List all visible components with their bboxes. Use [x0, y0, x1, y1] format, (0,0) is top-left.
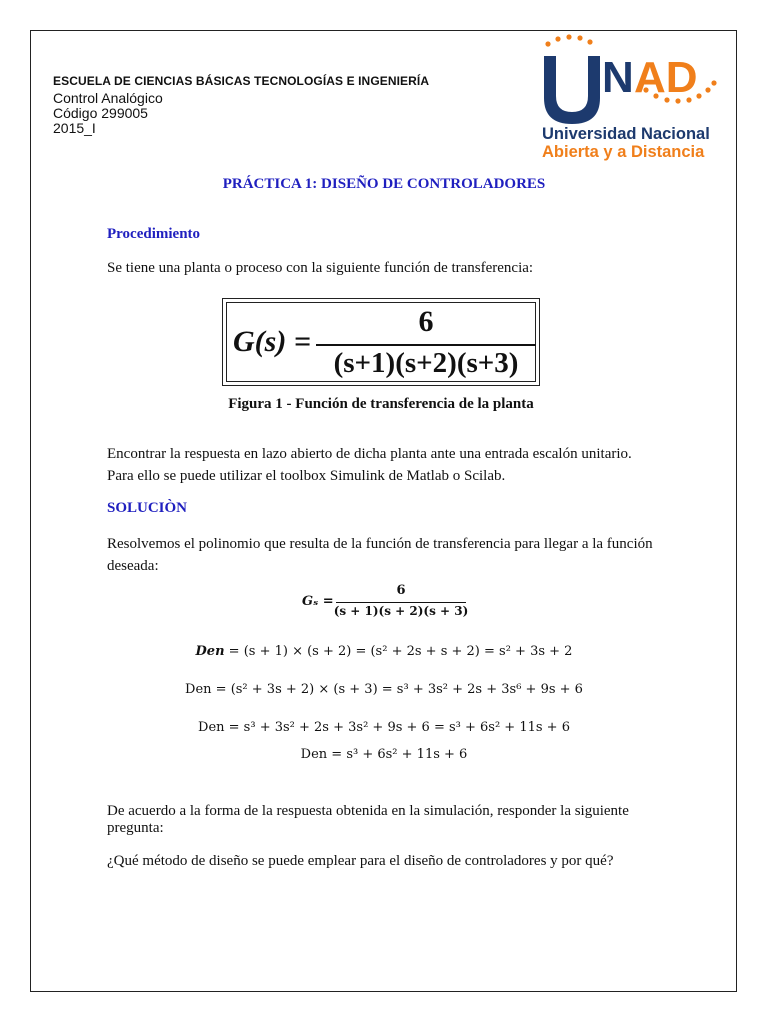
transfer-function-numerator: 6: [418, 305, 434, 338]
den-equation-3: Den = s³ + 3s² + 2s + 3s² + 9s + 6 = s³ + 6s² + 11s + 6: [198, 720, 570, 735]
academic-period: 2015_I: [53, 120, 96, 136]
closing-instruction: De acuerdo a la forma de la respuesta obtenida en la simulación, responder la siguiente pregunta:: [107, 803, 629, 836]
course-code: Código 299005: [53, 105, 148, 121]
gs-fraction-numerator: 6: [396, 583, 406, 598]
den-equation-1: [0, 644, 768, 659]
logo-line-abierta: Abierta y a Distancia: [542, 143, 705, 161]
transfer-function-inner-border: [226, 302, 536, 382]
transfer-function-lhs: G(s) =: [233, 325, 311, 358]
unad-logo: [538, 34, 718, 164]
gs-fraction-bar: [336, 602, 466, 603]
logo-wordmark-ad: AD: [634, 53, 698, 102]
solution-intro: Resolvemos el polinomio que resulta de la función de transferencia para llegar a la función deseada:: [107, 536, 653, 574]
logo-wordmark-n: N: [602, 53, 634, 102]
school-name: ESCUELA DE CIENCIAS BÁSICAS TECNOLOGÍAS E INGENIERÍA: [53, 74, 430, 88]
den-equation-4: Den = s³ + 6s² + 11s + 6: [300, 747, 468, 762]
logo-line-universidad: Universidad Nacional: [542, 125, 710, 143]
gs-fraction: [300, 583, 470, 623]
gs-fraction-lhs: Gₛ =: [302, 594, 334, 609]
den-equation-2: Den = (s² + 3s + 2) × (s + 3) = s³ + 3s² + 2s + 3s⁶ + 9s + 6: [185, 682, 583, 697]
closing-question: ¿Qué método de diseño se puede emplear para el diseño de controladores y por qué?: [107, 853, 614, 869]
fraction-bar: [316, 344, 536, 346]
procedure-heading: Procedimiento: [107, 226, 201, 242]
transfer-function-denominator: (s+1)(s+2)(s+3): [333, 347, 519, 379]
den-label-bold: Den: [195, 644, 225, 659]
unad-logo-mark: [538, 34, 718, 126]
transfer-function-box: [222, 298, 540, 386]
figure-caption: Figura 1 - Función de transferencia de la planta: [228, 396, 534, 412]
procedure-task: Encontrar la respuesta en lazo abierto de dicha planta ante una entrada escalón unitario. Para ello se puede utilizar el toolbox Simulink de Matlab o Scilab.: [107, 446, 632, 484]
course-name: Control Analógico: [53, 90, 163, 106]
practice-title: PRÁCTICA 1: DISEÑO DE CONTROLADORES: [222, 176, 546, 192]
gs-fraction-denominator: (s + 1)(s + 2)(s + 3): [333, 604, 469, 618]
solution-heading: SOLUCIÒN: [107, 500, 188, 516]
den-equation-1-rhs: = (s + 1) × (s + 2) = (s² + 2s + s + 2) = s² + 3s + 2: [224, 644, 573, 659]
procedure-intro: Se tiene una planta o proceso con la siguiente función de transferencia:: [107, 260, 534, 276]
